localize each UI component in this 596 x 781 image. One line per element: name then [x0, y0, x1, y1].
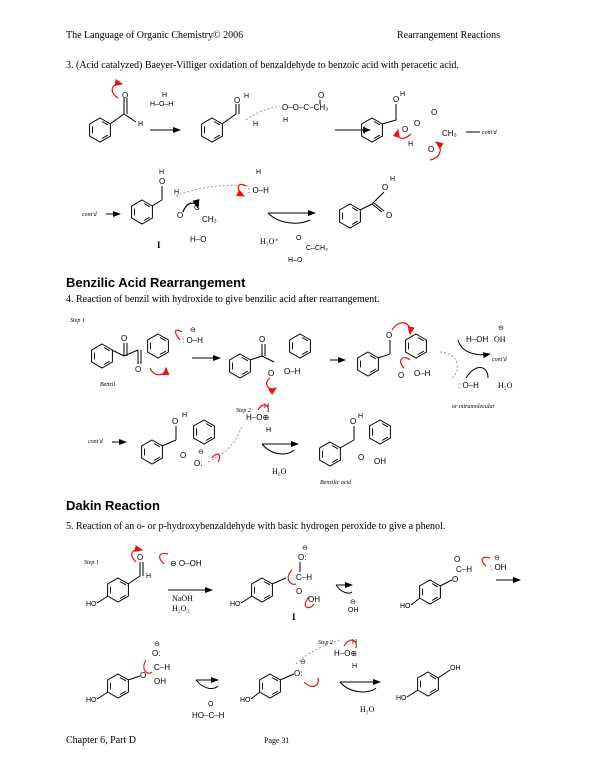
- svg-text:H: H: [266, 427, 272, 434]
- svg-text:O–O–C–CH₃: O–O–C–CH₃: [282, 103, 329, 112]
- svg-text:C–H: C–H: [456, 565, 473, 574]
- benzilic-acid-label: Benzilic acid: [320, 480, 352, 486]
- svg-text:H: H: [182, 412, 188, 419]
- svg-text:O: O: [358, 453, 365, 462]
- svg-text:H: H: [138, 121, 144, 128]
- svg-text:H: H: [400, 91, 406, 98]
- svg-text:O: O: [137, 553, 144, 562]
- baeyer-villiger-benzaldehyde: [90, 84, 143, 142]
- svg-text:O: O: [172, 417, 179, 426]
- footer-page-number: Page 31: [264, 736, 290, 745]
- water-label-2: H₂O: [272, 467, 287, 476]
- svg-text:: O–H: : O–H: [182, 336, 203, 345]
- svg-text:H: H: [256, 169, 262, 176]
- rearrangement-intermediate-4: [358, 323, 458, 380]
- hydronium-step2-5: [318, 639, 357, 670]
- svg-text:CH₃: CH₃: [442, 129, 457, 138]
- item-4-description: 4. Reaction of benzil with hydroxide to give benzilic acid after rearrangement.: [66, 294, 380, 305]
- svg-text:⊖: ⊖: [190, 327, 196, 334]
- formic-acid: [192, 701, 225, 720]
- svg-text:O: O: [393, 95, 400, 104]
- svg-text:O: O: [350, 417, 357, 426]
- svg-text:OH: OH: [308, 595, 320, 604]
- svg-text:⊖: ⊖: [350, 599, 356, 606]
- section-benzilic-heading: Benzilic Acid Rearrangement: [66, 275, 246, 290]
- benzoic-acid: [340, 176, 395, 228]
- section-dakin-heading: Dakin Reaction: [66, 498, 160, 513]
- svg-text:H–O⊕: H–O⊕: [246, 413, 270, 422]
- svg-text:H–OH: H–OH: [466, 335, 489, 344]
- svg-text:O: O: [296, 587, 303, 596]
- svg-text:CH₃: CH₃: [202, 215, 217, 224]
- svg-text:H: H: [244, 93, 250, 100]
- svg-text:H: H: [352, 639, 358, 646]
- item-3-description: 3. (Acid catalyzed) Baeyer-Villiger oxidation of benzaldehyde to benzoic acid with peracetic acid.: [66, 60, 459, 71]
- item-5-description: 5. Reaction of an o- or p-hydroxybenzaldehyde with basic hydrogen peroxide to give a phenol.: [66, 521, 446, 532]
- svg-text:H: H: [352, 663, 358, 670]
- intermediate-label-5: I: [292, 612, 296, 622]
- svg-text:O: O: [234, 96, 241, 105]
- svg-text:H–O⊕: H–O⊕: [334, 649, 358, 658]
- svg-text:⊖: ⊖: [494, 555, 500, 562]
- svg-text:H: H: [283, 117, 289, 124]
- svg-text:OH: OH: [374, 457, 386, 466]
- svg-text:HO: HO: [230, 601, 241, 608]
- svg-text:⊖: ⊖: [498, 325, 504, 332]
- svg-text:O:: O:: [194, 459, 203, 468]
- intermediate-I-3: [132, 169, 248, 244]
- svg-text:HO: HO: [86, 697, 97, 704]
- svg-text:O: O: [296, 235, 302, 242]
- svg-text:HO: HO: [86, 601, 97, 608]
- header-title: The Language of Organic Chemistry© 2006: [66, 30, 244, 41]
- svg-text:O: O: [122, 91, 129, 100]
- water-label-1: H₂O: [498, 381, 513, 390]
- step2-label-4: Step 2: [236, 408, 251, 414]
- hydroxide-leaving: OH: [348, 607, 359, 614]
- svg-text:H: H: [264, 403, 270, 410]
- svg-text:: OH: : OH: [490, 563, 507, 572]
- hydronium-structure: H–O–H: [150, 101, 174, 108]
- ester-intermediate-5: [400, 555, 520, 610]
- svg-text:O: O: [135, 365, 142, 374]
- svg-text:O: O: [431, 108, 438, 117]
- benzilic-acid-structure: [320, 413, 391, 466]
- svg-text:O: O: [159, 177, 166, 186]
- svg-text:H: H: [408, 141, 414, 148]
- peroxy-adduct-5: [230, 545, 320, 608]
- svg-text:O: O: [386, 211, 393, 220]
- svg-text:H–O: H–O: [190, 235, 207, 244]
- tetrahedral-intermediate-4: [230, 334, 311, 389]
- svg-text:H: H: [162, 92, 168, 99]
- svg-text:O: O: [428, 145, 435, 154]
- svg-text:O: O: [177, 211, 184, 220]
- proton-transfer-4: [458, 325, 513, 390]
- svg-text:⊖: ⊖: [154, 641, 160, 648]
- svg-text:O: O: [382, 183, 389, 192]
- svg-text:C: C: [194, 203, 200, 212]
- svg-text:HO–C–H: HO–C–H: [192, 711, 225, 720]
- peracetic-acid: [282, 91, 328, 124]
- svg-text:O: O: [268, 369, 275, 378]
- svg-text:O–H: O–H: [284, 367, 301, 376]
- svg-text:H: H: [146, 573, 152, 580]
- header-section: Rearrangement Reactions: [396, 30, 500, 41]
- criegee-intermediate: [362, 91, 480, 160]
- benzil-label: Benzil: [100, 382, 115, 388]
- hydronium-label: H₃O⁺: [260, 237, 279, 246]
- contd-label-2: cont'd: [82, 212, 97, 218]
- hydroxide-4: [176, 327, 204, 345]
- phenoxide-5: [240, 640, 340, 704]
- contd-label-1: cont'd: [482, 130, 497, 136]
- svg-text:⊖: ⊖: [198, 449, 204, 456]
- svg-text:O–H: O–H: [414, 369, 431, 378]
- acetic-acid: [288, 235, 328, 264]
- svg-text:H: H: [159, 169, 165, 176]
- svg-text:O: O: [180, 451, 187, 460]
- svg-text:H: H: [358, 413, 364, 420]
- svg-text:⊖ O–OH: ⊖ O–OH: [170, 559, 202, 568]
- svg-text:O: O: [414, 119, 421, 128]
- water-nucleophile: [238, 169, 269, 196]
- protonated-benzaldehyde: [202, 93, 280, 142]
- svg-text:O:: O:: [294, 669, 303, 678]
- hemiacetal-intermediate-5: [86, 641, 170, 704]
- svg-text:O:: O:: [152, 649, 161, 658]
- or-intramolecular-label: or intramolecular: [452, 404, 495, 410]
- svg-text:HO: HO: [396, 695, 407, 702]
- svg-text:C–CH₃: C–CH₃: [306, 245, 328, 252]
- svg-text:OH: OH: [154, 677, 166, 686]
- svg-text:O: O: [402, 125, 409, 134]
- svg-text:C–H: C–H: [154, 663, 171, 672]
- hydronium-step2: [236, 403, 271, 434]
- svg-text:⊖: ⊖: [300, 659, 306, 666]
- water-label-3: H₂O: [360, 705, 375, 714]
- svg-text:OH: OH: [450, 665, 461, 672]
- hydroquinone: [396, 665, 461, 702]
- h2o2-label: H₂O₂: [172, 604, 190, 613]
- contd-label-3: cont'd: [492, 357, 507, 363]
- step1-label-4: Step 1: [70, 318, 85, 324]
- hydroperoxide-anion: [160, 553, 202, 568]
- svg-text:HO: HO: [240, 697, 251, 704]
- contd-label-4: cont'd: [88, 439, 103, 445]
- alkoxide-intermediate-4: [142, 412, 242, 468]
- svg-text:HO: HO: [400, 603, 411, 610]
- svg-text:O: O: [208, 701, 214, 708]
- svg-text:H: H: [174, 189, 180, 196]
- svg-text:: O–H: : O–H: [458, 381, 479, 390]
- p-hydroxybenzaldehyde: [86, 550, 151, 608]
- svg-text:O: O: [121, 334, 128, 343]
- svg-text:H–O: H–O: [288, 257, 303, 264]
- svg-text:O: O: [140, 671, 147, 680]
- svg-text:O:: O:: [298, 553, 307, 562]
- svg-text:H: H: [253, 121, 259, 128]
- naoh-label: NaOH: [172, 594, 193, 603]
- svg-text:OH: OH: [494, 335, 506, 344]
- svg-text:O: O: [386, 331, 393, 340]
- benzil-structure: [92, 334, 169, 375]
- intermediate-label: I: [157, 240, 161, 250]
- svg-text:O: O: [318, 91, 325, 100]
- svg-text:⊖: ⊖: [302, 545, 308, 552]
- svg-text:C–H: C–H: [296, 573, 313, 582]
- svg-text:: O–H: : O–H: [248, 186, 269, 195]
- svg-text:O: O: [452, 575, 459, 584]
- svg-text:H: H: [390, 176, 396, 183]
- step1-label-5: Step 1: [84, 560, 99, 566]
- step2-label-5: Step 2: [318, 640, 333, 646]
- svg-text:O: O: [398, 371, 405, 380]
- svg-text:O: O: [259, 335, 266, 344]
- svg-text:O: O: [454, 555, 461, 564]
- footer-chapter: Chapter 6, Part D: [66, 735, 136, 746]
